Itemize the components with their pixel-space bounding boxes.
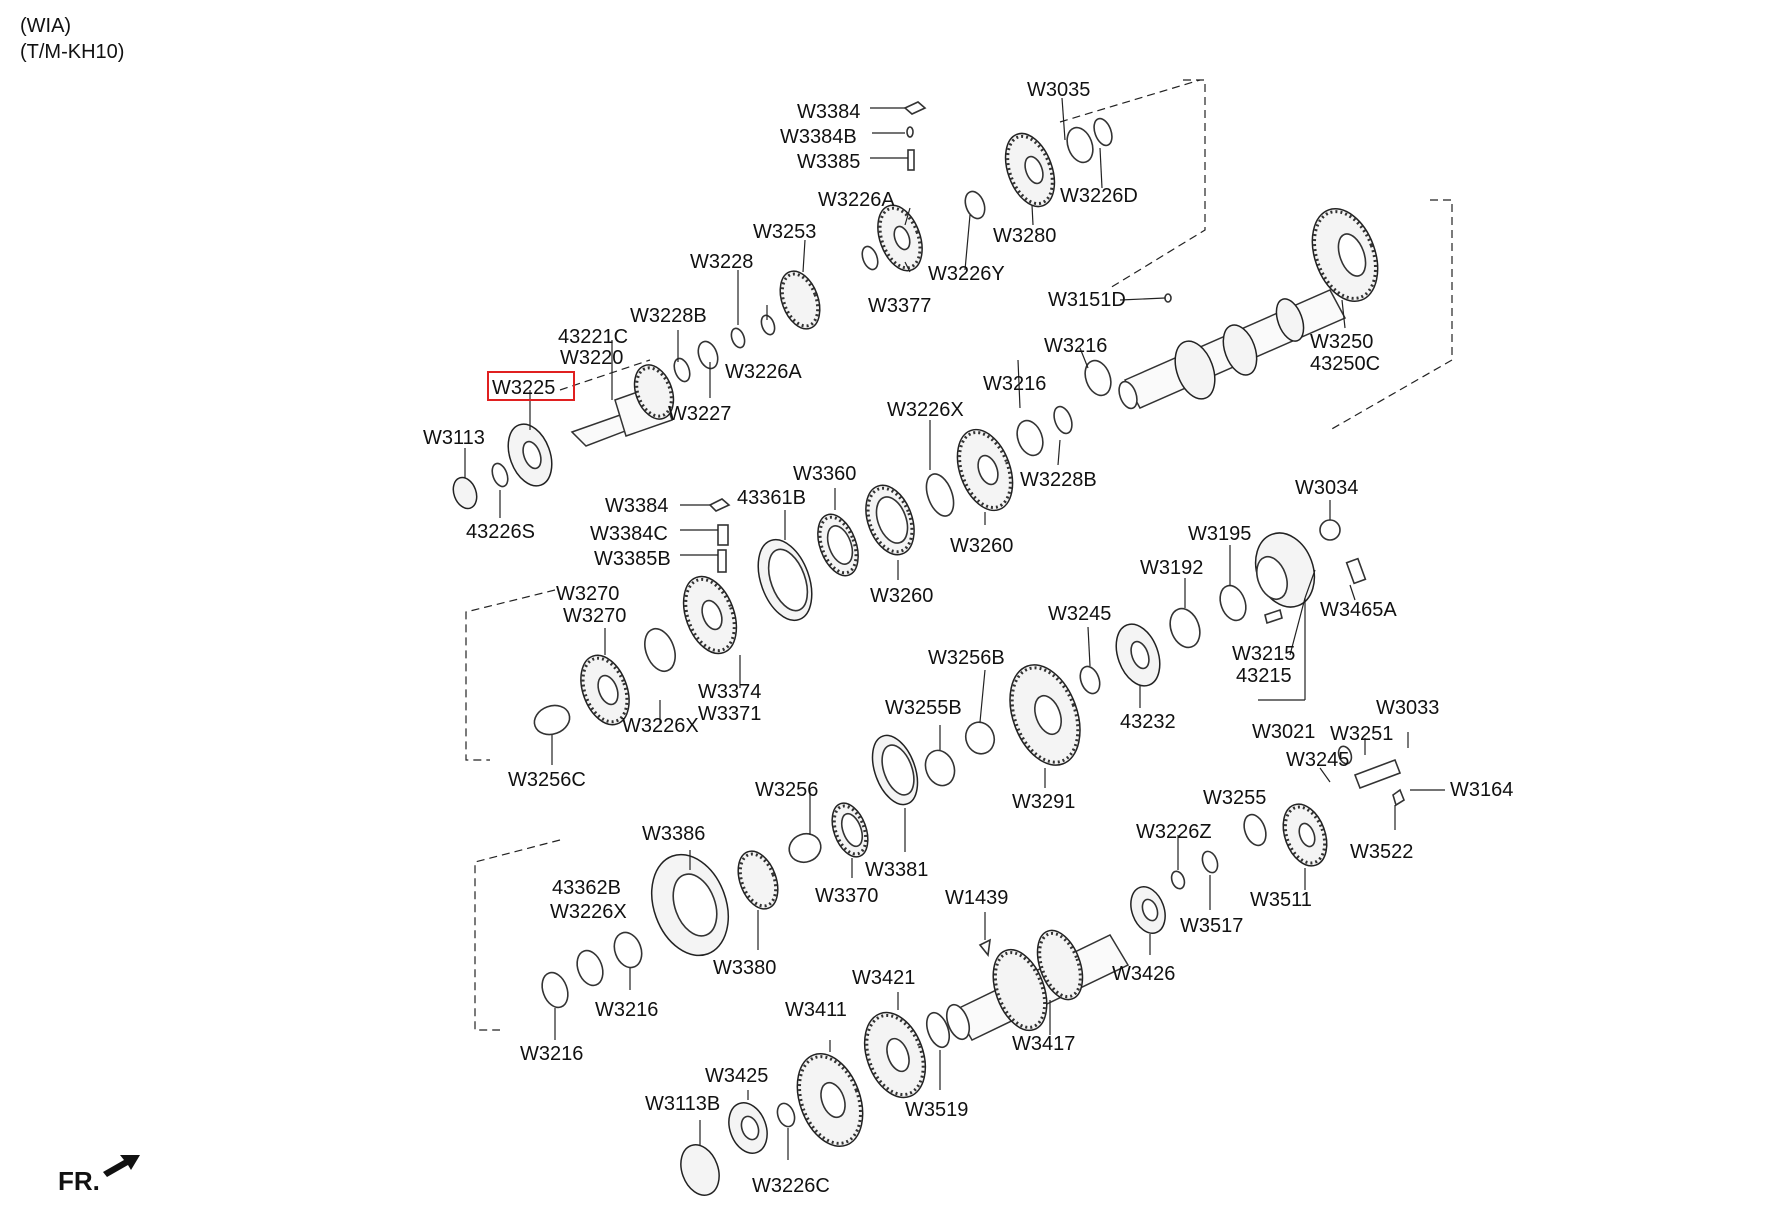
label-w3226x-a[interactable]: W3226X bbox=[887, 399, 964, 421]
flange-w3195 bbox=[1246, 525, 1325, 616]
gear-w3260-ring bbox=[857, 479, 923, 562]
label-w3465a[interactable]: W3465A bbox=[1320, 599, 1397, 621]
label-w3511[interactable]: W3511 bbox=[1250, 889, 1312, 911]
label-w3417[interactable]: W3417 bbox=[1012, 1033, 1076, 1055]
label-w3260-b[interactable]: W3260 bbox=[870, 585, 934, 607]
label-w3113b[interactable]: W3113B bbox=[645, 1093, 721, 1115]
label-w3384b[interactable]: W3384B bbox=[780, 126, 857, 148]
label-w3228[interactable]: W3228 bbox=[690, 251, 754, 273]
label-w3216-d[interactable]: W3216 bbox=[520, 1043, 584, 1065]
label-w3270-a[interactable]: W3270 bbox=[556, 583, 620, 605]
front-arrow-icon bbox=[103, 1155, 140, 1177]
synchro-w3370 bbox=[825, 798, 874, 862]
label-w3280[interactable]: W3280 bbox=[993, 225, 1057, 247]
label-w3386[interactable]: W3386 bbox=[642, 823, 706, 845]
label-w3250[interactable]: W3250 bbox=[1310, 331, 1374, 353]
label-w3113[interactable]: W3113 bbox=[423, 427, 485, 449]
label-w3216-c[interactable]: W3216 bbox=[595, 999, 659, 1021]
label-w3360[interactable]: W3360 bbox=[793, 463, 857, 485]
label-w3151d[interactable]: W3151D bbox=[1048, 289, 1126, 311]
front-direction-label: FR. bbox=[58, 1166, 100, 1196]
label-w3228b-top[interactable]: W3228B bbox=[630, 305, 707, 327]
label-w3216-a[interactable]: W3216 bbox=[1044, 335, 1108, 357]
label-w3033[interactable]: W3033 bbox=[1376, 697, 1440, 719]
label-w3226y[interactable]: W3226Y bbox=[928, 263, 1005, 285]
label-43221c[interactable]: 43221C bbox=[558, 326, 629, 348]
label-w3245-b[interactable]: W3245 bbox=[1286, 749, 1350, 771]
label-w3421[interactable]: W3421 bbox=[852, 967, 916, 989]
label-w3517[interactable]: W3517 bbox=[1180, 915, 1244, 937]
label-w3226d[interactable]: W3226D bbox=[1060, 185, 1138, 207]
label-w3380[interactable]: W3380 bbox=[713, 957, 777, 979]
label-w3021[interactable]: W3021 bbox=[1252, 721, 1316, 743]
label-w3256[interactable]: W3256 bbox=[755, 779, 819, 801]
label-w3164[interactable]: W3164 bbox=[1450, 779, 1514, 801]
gear-w3411 bbox=[785, 1045, 874, 1156]
label-w3291[interactable]: W3291 bbox=[1012, 791, 1076, 813]
label-w3255[interactable]: W3255 bbox=[1203, 787, 1267, 809]
label-w3384c[interactable]: W3384C bbox=[590, 523, 668, 545]
gear-w3280 bbox=[996, 127, 1063, 213]
label-w3226x-c[interactable]: W3226X bbox=[550, 901, 627, 923]
label-w3035[interactable]: W3035 bbox=[1027, 79, 1091, 101]
label-w3226x-b[interactable]: W3226X bbox=[622, 715, 699, 737]
header-line-2: (T/M-KH10) bbox=[20, 41, 125, 63]
label-w3260-a[interactable]: W3260 bbox=[950, 535, 1014, 557]
label-w3385[interactable]: W3385 bbox=[797, 151, 861, 173]
sleeve-43361b bbox=[748, 532, 822, 627]
label-w3270-b[interactable]: W3270 bbox=[563, 605, 627, 627]
label-w3215[interactable]: W3215 bbox=[1232, 643, 1296, 665]
label-w3253[interactable]: W3253 bbox=[753, 221, 817, 243]
input-shaft bbox=[572, 360, 680, 446]
label-w3195[interactable]: W3195 bbox=[1188, 523, 1252, 545]
label-w3192[interactable]: W3192 bbox=[1140, 557, 1204, 579]
gear-w3260 bbox=[947, 422, 1023, 518]
label-w1439[interactable]: W1439 bbox=[945, 887, 1009, 909]
label-w3225[interactable]: W3225 bbox=[492, 377, 556, 399]
label-w3381[interactable]: W3381 bbox=[865, 859, 929, 881]
sleeve-w3381 bbox=[864, 729, 926, 810]
label-w3256c[interactable]: W3256C bbox=[508, 769, 586, 791]
label-w3425[interactable]: W3425 bbox=[705, 1065, 769, 1087]
label-w3371[interactable]: W3371 bbox=[698, 703, 762, 725]
label-w3226c[interactable]: W3226C bbox=[752, 1175, 830, 1197]
label-43361b[interactable]: 43361B bbox=[737, 487, 806, 509]
label-43226s[interactable]: 43226S bbox=[466, 521, 535, 543]
label-w3374[interactable]: W3374 bbox=[698, 681, 762, 703]
label-w3370[interactable]: W3370 bbox=[815, 885, 879, 907]
gear-w3250 bbox=[1300, 200, 1389, 311]
hub-w3374 bbox=[674, 569, 746, 661]
label-w3228b-mid[interactable]: W3228B bbox=[1020, 469, 1097, 491]
label-w3226a-mid[interactable]: W3226A bbox=[725, 361, 802, 383]
label-w3385b[interactable]: W3385B bbox=[594, 548, 671, 570]
counter-shaft bbox=[942, 924, 1128, 1042]
gear-w3360 bbox=[810, 509, 866, 581]
label-w3245-a[interactable]: W3245 bbox=[1048, 603, 1112, 625]
label-w3384-top[interactable]: W3384 bbox=[797, 101, 861, 123]
label-43215[interactable]: 43215 bbox=[1236, 665, 1292, 687]
header-line-1: (WIA) bbox=[20, 15, 72, 37]
label-w3411[interactable]: W3411 bbox=[785, 999, 847, 1021]
label-w3377[interactable]: W3377 bbox=[868, 295, 932, 317]
label-w3255b[interactable]: W3255B bbox=[885, 697, 962, 719]
label-w3384-mid[interactable]: W3384 bbox=[605, 495, 669, 517]
label-w3216-b[interactable]: W3216 bbox=[983, 373, 1047, 395]
label-w3034[interactable]: W3034 bbox=[1295, 477, 1359, 499]
gear-w3380 bbox=[731, 846, 785, 915]
label-43362b[interactable]: 43362B bbox=[552, 877, 621, 899]
label-w3522[interactable]: W3522 bbox=[1350, 841, 1414, 863]
label-w3251[interactable]: W3251 bbox=[1330, 723, 1394, 745]
label-w3426[interactable]: W3426 bbox=[1112, 963, 1176, 985]
gear-w3421 bbox=[854, 1004, 937, 1106]
label-w3519[interactable]: W3519 bbox=[905, 1099, 969, 1121]
label-w3226z[interactable]: W3226Z bbox=[1136, 821, 1212, 843]
label-w3227[interactable]: W3227 bbox=[668, 403, 732, 425]
label-w3226a-top[interactable]: W3226A bbox=[818, 189, 895, 211]
gear-w3511 bbox=[1275, 798, 1334, 872]
label-43232[interactable]: 43232 bbox=[1120, 711, 1176, 733]
label-43250c[interactable]: 43250C bbox=[1310, 353, 1381, 375]
label-w3220[interactable]: W3220 bbox=[560, 347, 624, 369]
label-w3256b[interactable]: W3256B bbox=[928, 647, 1005, 669]
gear-w3253 bbox=[773, 266, 827, 335]
gear-w3291 bbox=[997, 655, 1093, 775]
